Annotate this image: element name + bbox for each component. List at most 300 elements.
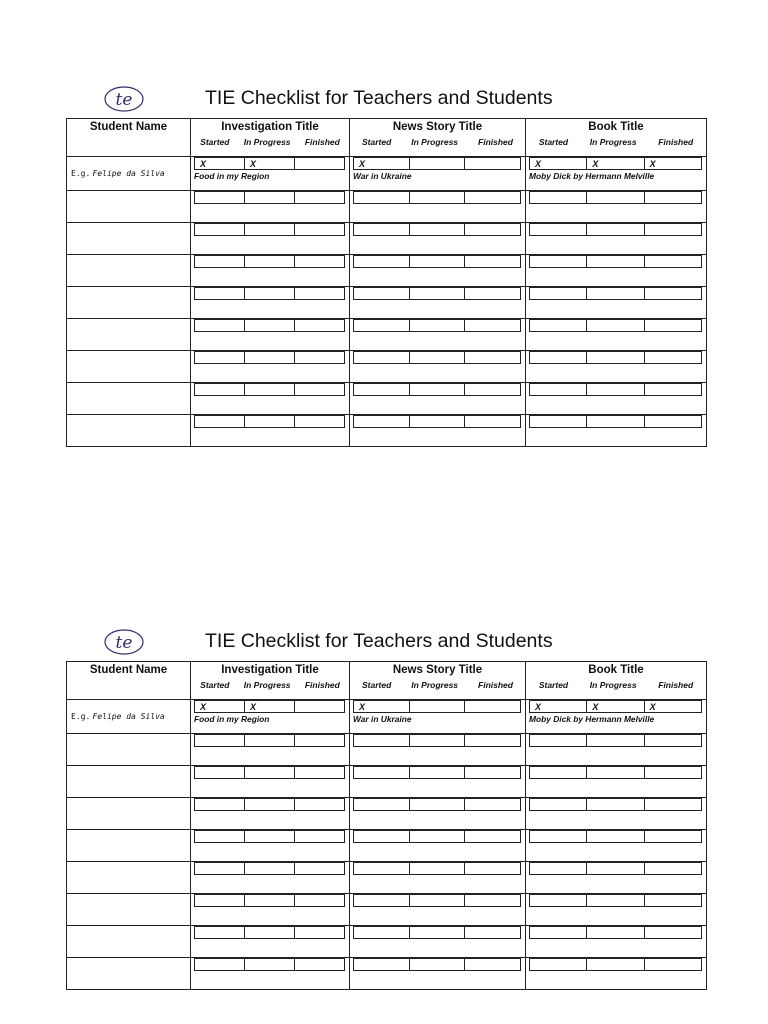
investigation-box-2[interactable] <box>244 767 294 778</box>
investigation-box-2[interactable] <box>244 192 294 203</box>
news-box-2[interactable] <box>409 831 465 842</box>
investigation-box-2[interactable] <box>244 735 294 746</box>
status-labels <box>350 677 525 691</box>
book-box-1[interactable] <box>530 288 586 299</box>
example-investigation-box-3[interactable] <box>294 701 344 712</box>
news-box-2[interactable] <box>409 224 465 235</box>
book-checkboxes <box>529 415 702 428</box>
book-box-2[interactable] <box>586 831 643 842</box>
book-box-1[interactable] <box>530 895 586 906</box>
news-cell <box>350 830 526 862</box>
investigation-cell <box>191 287 350 319</box>
student-name-cell[interactable] <box>67 319 191 351</box>
book-box-3[interactable] <box>644 959 701 970</box>
investigation-cell <box>191 798 350 830</box>
book-box-2[interactable] <box>586 959 643 970</box>
example-book-cell <box>526 700 707 734</box>
book-box-2[interactable] <box>586 384 643 395</box>
news-box-1[interactable] <box>354 224 409 235</box>
news-box-3[interactable] <box>464 352 520 363</box>
book-box-1[interactable] <box>530 352 586 363</box>
student-row <box>67 862 707 894</box>
investigation-cell <box>191 894 350 926</box>
investigation-checkboxes <box>194 766 345 779</box>
book-box-1[interactable] <box>530 384 586 395</box>
book-box-3[interactable] <box>644 288 701 299</box>
book-box-3[interactable] <box>644 352 701 363</box>
news-box-3[interactable] <box>464 895 520 906</box>
header-row <box>67 119 707 157</box>
news-box-1[interactable] <box>354 927 409 938</box>
student-name-label: Student Name <box>89 664 168 676</box>
example-investigation-box-3[interactable] <box>294 158 344 169</box>
book-box-3[interactable] <box>644 192 701 203</box>
news-box-1[interactable] <box>354 767 409 778</box>
example-investigation-box-2[interactable]: X <box>244 158 294 169</box>
example-news-box-3[interactable] <box>464 701 520 712</box>
news-box-1[interactable] <box>354 384 409 395</box>
book-box-3[interactable] <box>644 384 701 395</box>
book-title-header <box>526 662 707 700</box>
book-box-2[interactable] <box>586 192 643 203</box>
investigation-cell <box>191 255 350 287</box>
news-box-3[interactable] <box>464 224 520 235</box>
news-box-3[interactable] <box>464 192 520 203</box>
investigation-box-2[interactable] <box>244 831 294 842</box>
example-investigation-box-2[interactable]: X <box>244 701 294 712</box>
news-box-3[interactable] <box>464 959 520 970</box>
news-box-1[interactable] <box>354 288 409 299</box>
book-checkboxes <box>529 830 702 843</box>
book-cell <box>526 958 707 990</box>
investigation-checkboxes <box>194 319 345 332</box>
example-book-checkboxes <box>529 157 702 170</box>
book-box-3[interactable] <box>644 767 701 778</box>
news-box-2[interactable] <box>409 959 465 970</box>
news-checkboxes <box>353 415 521 428</box>
investigation-cell <box>191 862 350 894</box>
student-row <box>67 830 707 862</box>
news-cell <box>350 734 526 766</box>
tie-logo <box>103 628 145 656</box>
book-box-3[interactable] <box>644 224 701 235</box>
investigation-box-2[interactable] <box>244 288 294 299</box>
investigation-box-2[interactable] <box>244 224 294 235</box>
student-row <box>67 383 707 415</box>
example-row <box>67 700 707 734</box>
news-cell <box>350 958 526 990</box>
status-label: In Progress <box>243 137 291 147</box>
investigation-checkboxes <box>194 255 345 268</box>
investigation-box-1[interactable] <box>195 224 244 235</box>
news-box-2[interactable] <box>409 384 465 395</box>
book-box-3[interactable] <box>644 831 701 842</box>
book-box-2[interactable] <box>586 863 643 874</box>
status-label: Started <box>538 680 569 690</box>
investigation-box-3[interactable] <box>294 767 344 778</box>
investigation-box-2[interactable] <box>244 384 294 395</box>
example-news-box-2[interactable] <box>409 158 465 169</box>
investigation-checkboxes <box>194 926 345 939</box>
book-cell <box>526 830 707 862</box>
investigation-box-3[interactable] <box>294 352 344 363</box>
news-checkboxes <box>353 862 521 875</box>
book-box-1[interactable] <box>530 799 586 810</box>
status-labels <box>350 134 525 148</box>
status-label: In Progress <box>589 137 637 147</box>
book-box-1[interactable] <box>530 224 586 235</box>
example-news-box-1[interactable]: X <box>359 159 366 169</box>
news-box-1[interactable] <box>354 799 409 810</box>
investigation-cell <box>191 958 350 990</box>
investigation-box-3[interactable] <box>294 959 344 970</box>
status-label: Finished <box>478 137 513 147</box>
investigation-box-3[interactable] <box>294 224 344 235</box>
book-box-2[interactable] <box>586 767 643 778</box>
book-box-1[interactable] <box>530 256 586 267</box>
news-checkboxes <box>353 958 521 971</box>
investigation-box-1[interactable] <box>195 256 244 267</box>
news-story-title-header-label: News Story Title <box>392 664 483 676</box>
example-news-box-3[interactable] <box>464 158 520 169</box>
book-checkboxes <box>529 926 702 939</box>
student-name-cell[interactable] <box>67 734 191 766</box>
book-box-1[interactable] <box>530 863 586 874</box>
news-checkboxes <box>353 734 521 747</box>
investigation-box-1[interactable] <box>195 735 244 746</box>
news-box-2[interactable] <box>409 320 465 331</box>
book-checkboxes <box>529 862 702 875</box>
student-name-cell[interactable] <box>67 255 191 287</box>
investigation-box-2[interactable] <box>244 927 294 938</box>
student-name-cell[interactable] <box>67 351 191 383</box>
investigation-cell <box>191 926 350 958</box>
investigation-box-3[interactable] <box>294 256 344 267</box>
investigation-title-header <box>191 119 350 157</box>
news-box-2[interactable] <box>409 863 465 874</box>
investigation-box-2[interactable] <box>244 799 294 810</box>
investigation-box-3[interactable] <box>294 735 344 746</box>
investigation-box-1[interactable] <box>195 416 244 427</box>
news-checkboxes <box>353 287 521 300</box>
book-checkboxes <box>529 191 702 204</box>
news-box-2[interactable] <box>409 256 465 267</box>
example-investigation-box-1[interactable]: X <box>200 159 207 169</box>
news-box-2[interactable] <box>409 799 465 810</box>
book-checkboxes <box>529 351 702 364</box>
investigation-checkboxes <box>194 830 345 843</box>
page-title: TIE Checklist for Teachers and Students <box>205 87 553 109</box>
student-row <box>67 958 707 990</box>
example-investigation-cell <box>191 157 350 191</box>
news-box-3[interactable] <box>464 767 520 778</box>
student-name-label: Student Name <box>89 121 168 133</box>
status-label: Finished <box>658 137 694 147</box>
book-cell <box>526 798 707 830</box>
student-row <box>67 798 707 830</box>
tie-logo <box>103 85 145 113</box>
book-box-1[interactable] <box>530 735 586 746</box>
book-box-1[interactable] <box>530 767 586 778</box>
news-box-3[interactable] <box>464 927 520 938</box>
news-box-3[interactable] <box>464 735 520 746</box>
news-box-1[interactable] <box>354 320 409 331</box>
student-name-cell[interactable] <box>67 223 191 255</box>
book-cell <box>526 383 707 415</box>
investigation-box-3[interactable] <box>294 320 344 331</box>
news-box-3[interactable] <box>464 288 520 299</box>
investigation-box-2[interactable] <box>244 256 294 267</box>
investigation-box-2[interactable] <box>244 320 294 331</box>
book-box-2[interactable] <box>586 895 643 906</box>
news-box-1[interactable] <box>354 192 409 203</box>
investigation-box-3[interactable] <box>294 895 344 906</box>
example-prefix: E.g. <box>71 169 91 178</box>
investigation-title-header-label: Investigation Title <box>221 121 319 133</box>
book-box-1[interactable] <box>530 927 586 938</box>
book-cell <box>526 862 707 894</box>
book-box-1[interactable] <box>530 320 586 331</box>
student-name-cell[interactable] <box>67 830 191 862</box>
news-box-1[interactable] <box>354 863 409 874</box>
checklist-table <box>66 118 707 447</box>
example-book-box-3[interactable]: X <box>644 701 701 712</box>
investigation-checkboxes <box>194 223 345 236</box>
news-box-1[interactable] <box>354 352 409 363</box>
investigation-box-3[interactable] <box>294 863 344 874</box>
investigation-box-1[interactable] <box>195 352 244 363</box>
book-box-3[interactable] <box>644 320 701 331</box>
book-checkboxes <box>529 798 702 811</box>
investigation-box-1[interactable] <box>195 288 244 299</box>
investigation-box-1[interactable] <box>195 320 244 331</box>
investigation-checkboxes <box>194 287 345 300</box>
status-label: In Progress <box>243 680 291 690</box>
news-box-3[interactable] <box>464 256 520 267</box>
book-cell <box>526 734 707 766</box>
book-box-3[interactable] <box>644 416 701 427</box>
student-name-cell[interactable] <box>67 958 191 990</box>
news-cell <box>350 255 526 287</box>
news-box-1[interactable] <box>354 831 409 842</box>
investigation-box-1[interactable] <box>195 895 244 906</box>
book-box-2[interactable] <box>586 256 643 267</box>
investigation-box-1[interactable] <box>195 767 244 778</box>
news-cell <box>350 926 526 958</box>
news-box-2[interactable] <box>409 735 465 746</box>
investigation-checkboxes <box>194 958 345 971</box>
book-box-3[interactable] <box>644 927 701 938</box>
news-box-3[interactable] <box>464 320 520 331</box>
news-cell <box>350 191 526 223</box>
book-checkboxes <box>529 319 702 332</box>
student-name-cell[interactable] <box>67 287 191 319</box>
book-cell <box>526 223 707 255</box>
book-checkboxes <box>529 287 702 300</box>
news-box-3[interactable] <box>464 416 520 427</box>
book-box-2[interactable] <box>586 352 643 363</box>
news-cell <box>350 798 526 830</box>
investigation-box-2[interactable] <box>244 352 294 363</box>
book-box-2[interactable] <box>586 224 643 235</box>
book-checkboxes <box>529 255 702 268</box>
example-book-box-2[interactable]: X <box>586 158 643 169</box>
book-box-1[interactable] <box>530 416 586 427</box>
book-box-3[interactable] <box>644 799 701 810</box>
example-investigation-cell <box>191 700 350 734</box>
example-news-title: War in Ukraine <box>353 714 412 724</box>
book-cell <box>526 319 707 351</box>
example-book-box-2[interactable]: X <box>586 701 643 712</box>
book-box-3[interactable] <box>644 256 701 267</box>
example-news-box-2[interactable] <box>409 701 465 712</box>
investigation-box-2[interactable] <box>244 895 294 906</box>
news-cell <box>350 415 526 447</box>
example-news-title: War in Ukraine <box>353 171 412 181</box>
book-cell <box>526 351 707 383</box>
example-news-checkboxes <box>353 157 521 170</box>
book-box-1[interactable] <box>530 959 586 970</box>
example-book-cell <box>526 157 707 191</box>
book-cell <box>526 766 707 798</box>
status-label: Finished <box>304 137 340 147</box>
student-name-cell[interactable] <box>67 862 191 894</box>
investigation-checkboxes <box>194 734 345 747</box>
news-box-1[interactable] <box>354 735 409 746</box>
news-story-title-header <box>350 662 526 700</box>
news-cell <box>350 319 526 351</box>
investigation-box-1[interactable] <box>195 192 244 203</box>
example-book-box-3[interactable]: X <box>644 158 701 169</box>
news-box-2[interactable] <box>409 416 465 427</box>
investigation-cell <box>191 415 350 447</box>
book-checkboxes <box>529 958 702 971</box>
student-name-cell[interactable] <box>67 415 191 447</box>
example-news-checkboxes <box>353 700 521 713</box>
news-box-2[interactable] <box>409 288 465 299</box>
investigation-box-3[interactable] <box>294 384 344 395</box>
status-label: In Progress <box>411 680 459 690</box>
news-box-2[interactable] <box>409 767 465 778</box>
investigation-box-2[interactable] <box>244 863 294 874</box>
investigation-cell <box>191 766 350 798</box>
news-box-2[interactable] <box>409 192 465 203</box>
student-name-cell[interactable] <box>67 766 191 798</box>
book-cell <box>526 415 707 447</box>
status-label: Started <box>200 680 230 690</box>
investigation-box-3[interactable] <box>294 799 344 810</box>
investigation-cell <box>191 319 350 351</box>
book-box-3[interactable] <box>644 895 701 906</box>
news-box-3[interactable] <box>464 863 520 874</box>
book-box-1[interactable] <box>530 192 586 203</box>
book-box-2[interactable] <box>586 416 643 427</box>
example-book-box-1[interactable]: X <box>535 702 542 712</box>
example-investigation-box-1[interactable]: X <box>200 702 207 712</box>
book-checkboxes <box>529 734 702 747</box>
book-cell <box>526 926 707 958</box>
news-box-3[interactable] <box>464 799 520 810</box>
book-box-2[interactable] <box>586 735 643 746</box>
student-name-cell[interactable] <box>67 798 191 830</box>
news-checkboxes <box>353 351 521 364</box>
student-name-cell[interactable] <box>67 191 191 223</box>
student-row <box>67 191 707 223</box>
news-checkboxes <box>353 830 521 843</box>
news-box-3[interactable] <box>464 384 520 395</box>
book-box-3[interactable] <box>644 863 701 874</box>
status-label: Finished <box>304 680 340 690</box>
investigation-box-1[interactable] <box>195 799 244 810</box>
news-box-2[interactable] <box>409 352 465 363</box>
example-prefix: E.g. <box>71 712 91 721</box>
investigation-box-3[interactable] <box>294 927 344 938</box>
investigation-cell <box>191 383 350 415</box>
investigation-checkboxes <box>194 351 345 364</box>
news-box-1[interactable] <box>354 256 409 267</box>
book-box-2[interactable] <box>586 320 643 331</box>
example-news-box-1[interactable]: X <box>359 702 366 712</box>
status-label: In Progress <box>411 137 459 147</box>
book-checkboxes <box>529 383 702 396</box>
student-name-cell[interactable] <box>67 926 191 958</box>
news-checkboxes <box>353 926 521 939</box>
investigation-box-1[interactable] <box>195 863 244 874</box>
investigation-checkboxes <box>194 798 345 811</box>
news-checkboxes <box>353 191 521 204</box>
investigation-box-2[interactable] <box>244 959 294 970</box>
book-box-2[interactable] <box>586 288 643 299</box>
investigation-box-1[interactable] <box>195 384 244 395</box>
student-name-cell[interactable] <box>67 894 191 926</box>
example-name-text <box>67 700 190 722</box>
news-box-3[interactable] <box>464 831 520 842</box>
student-row <box>67 223 707 255</box>
news-checkboxes <box>353 319 521 332</box>
example-investigation-checkboxes <box>194 700 345 713</box>
book-title-header-label: Book Title <box>588 664 644 676</box>
investigation-cell <box>191 351 350 383</box>
news-box-1[interactable] <box>354 895 409 906</box>
news-box-1[interactable] <box>354 959 409 970</box>
news-box-1[interactable] <box>354 416 409 427</box>
example-news-cell <box>350 700 526 734</box>
example-book-box-1[interactable]: X <box>535 159 542 169</box>
student-name-cell[interactable] <box>67 383 191 415</box>
investigation-box-3[interactable] <box>294 192 344 203</box>
book-box-2[interactable] <box>586 799 643 810</box>
example-book-title: Moby Dick by Hermann Melville <box>529 171 655 181</box>
investigation-box-1[interactable] <box>195 831 244 842</box>
book-box-3[interactable] <box>644 735 701 746</box>
investigation-box-2[interactable] <box>244 416 294 427</box>
investigation-box-3[interactable] <box>294 288 344 299</box>
investigation-box-3[interactable] <box>294 831 344 842</box>
student-row <box>67 894 707 926</box>
book-cell <box>526 894 707 926</box>
investigation-box-1[interactable] <box>195 927 244 938</box>
book-title-header-label: Book Title <box>588 121 644 133</box>
header-row <box>67 662 707 700</box>
book-box-1[interactable] <box>530 831 586 842</box>
news-box-2[interactable] <box>409 895 465 906</box>
investigation-box-1[interactable] <box>195 959 244 970</box>
book-checkboxes <box>529 766 702 779</box>
book-box-2[interactable] <box>586 927 643 938</box>
investigation-title-header <box>191 662 350 700</box>
investigation-box-3[interactable] <box>294 416 344 427</box>
news-box-2[interactable] <box>409 927 465 938</box>
